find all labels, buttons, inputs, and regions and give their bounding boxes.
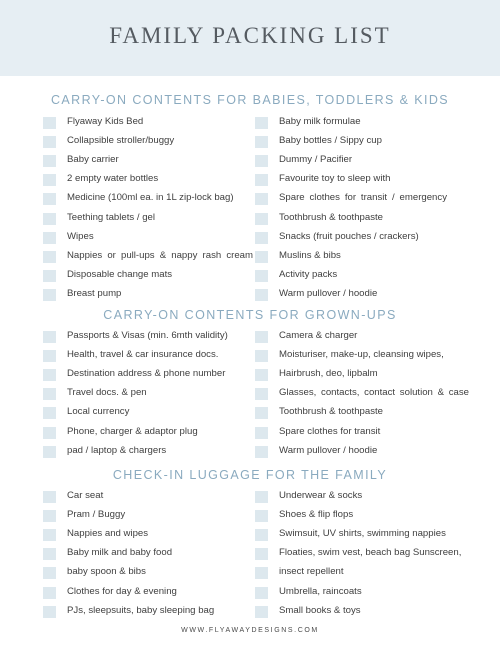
- item-label: Hairbrush, deo, lipbalm: [279, 368, 378, 380]
- checkbox[interactable]: [43, 491, 56, 503]
- item-label: Baby bottles / Sippy cup: [279, 135, 382, 147]
- checkbox[interactable]: [255, 270, 268, 282]
- item-label: Local currency: [67, 406, 130, 418]
- checkbox[interactable]: [43, 388, 56, 400]
- item-label: Warm pullover / hoodie: [279, 444, 378, 456]
- item-label: Breast pump: [67, 287, 122, 299]
- item-label: Glasses, contacts, contact solution & case: [279, 387, 469, 399]
- checkbox[interactable]: [43, 193, 56, 205]
- checkbox[interactable]: [43, 213, 56, 225]
- item-label: Shoes & flip flops: [279, 509, 354, 521]
- checkbox[interactable]: [255, 606, 268, 618]
- item-label: Swimsuit, UV shirts, swimming nappies: [279, 528, 446, 540]
- page-title: FAMILY PACKING LIST: [109, 23, 391, 48]
- checkbox[interactable]: [43, 136, 56, 148]
- section-heading: CHECK-IN LUGGAGE FOR THE FAMILY: [112, 468, 388, 482]
- checkbox[interactable]: [255, 567, 268, 579]
- checkbox[interactable]: [255, 117, 268, 129]
- footer-website: WWW.FLYAWAYDESIGNS.COM: [181, 627, 319, 634]
- checkbox[interactable]: [43, 174, 56, 186]
- checkbox[interactable]: [255, 136, 268, 148]
- checkbox[interactable]: [43, 446, 56, 458]
- item-label: Destination address & phone number: [67, 368, 226, 380]
- checkbox[interactable]: [255, 350, 268, 362]
- checkbox[interactable]: [43, 232, 56, 244]
- checkbox[interactable]: [43, 606, 56, 618]
- item-label: Wipes: [67, 230, 94, 242]
- item-label: Activity packs: [279, 268, 338, 280]
- item-label: Muslins & bibs: [279, 249, 341, 261]
- item-label: Travel docs. & pen: [67, 387, 147, 399]
- item-label: Passports & Visas (min. 6mth validity): [67, 330, 228, 341]
- checkbox[interactable]: [255, 193, 268, 205]
- item-label: Moisturiser, make-up, cleansing wipes,: [279, 349, 444, 361]
- checkbox[interactable]: [43, 331, 56, 343]
- checkbox[interactable]: [43, 350, 56, 362]
- item-label: Spare clothes for transit / emergency: [279, 192, 447, 204]
- checkbox[interactable]: [43, 289, 56, 301]
- item-label: Snacks (fruit pouches / crackers): [279, 230, 419, 242]
- item-label: Small books & toys: [279, 604, 361, 616]
- item-label: Toothbrush & toothpaste: [279, 211, 384, 223]
- header-band: [0, 0, 500, 76]
- item-label: Disposable change mats: [67, 268, 173, 280]
- item-label: Car seat: [67, 490, 104, 501]
- checkbox[interactable]: [255, 446, 268, 458]
- checkbox[interactable]: [43, 407, 56, 419]
- item-label: insect repellent: [279, 566, 344, 578]
- checkbox[interactable]: [43, 369, 56, 381]
- item-label: Baby milk formulae: [279, 116, 361, 127]
- item-label: Spare clothes for transit: [279, 425, 381, 437]
- item-label: pad / laptop & chargers: [67, 444, 167, 456]
- item-label: Dummy / Pacifier: [279, 154, 353, 166]
- checkbox[interactable]: [255, 548, 268, 560]
- item-label: Toothbrush & toothpaste: [279, 406, 384, 418]
- item-label: Teething tablets / gel: [67, 211, 156, 223]
- checkbox[interactable]: [43, 587, 56, 599]
- item-label: Nappies and wipes: [67, 528, 149, 540]
- item-label: Favourite toy to sleep with: [279, 173, 391, 185]
- checkbox[interactable]: [255, 289, 268, 301]
- checkbox[interactable]: [43, 529, 56, 541]
- item-label: Baby carrier: [67, 154, 119, 166]
- item-label: Underwear & socks: [279, 490, 363, 501]
- checkbox[interactable]: [255, 388, 268, 400]
- checkbox[interactable]: [255, 587, 268, 599]
- checkbox[interactable]: [43, 155, 56, 167]
- section-heading: CARRY-ON CONTENTS FOR BABIES, TODDLERS & KIDS: [50, 93, 450, 107]
- checkbox[interactable]: [255, 510, 268, 522]
- item-label: 2 empty water bottles: [67, 173, 159, 185]
- item-label: Flyaway Kids Bed: [67, 116, 144, 127]
- checkbox[interactable]: [43, 427, 56, 439]
- checkbox[interactable]: [255, 331, 268, 343]
- checkbox[interactable]: [255, 427, 268, 439]
- checkbox[interactable]: [255, 407, 268, 419]
- checkbox[interactable]: [255, 369, 268, 381]
- item-label: Umbrella, raincoats: [279, 585, 362, 597]
- checkbox[interactable]: [43, 548, 56, 560]
- item-label: Warm pullover / hoodie: [279, 287, 378, 299]
- checkbox[interactable]: [255, 174, 268, 186]
- item-label: Baby milk and baby food: [67, 547, 173, 559]
- checkbox[interactable]: [43, 567, 56, 579]
- item-label: Health, travel & car insurance docs.: [67, 349, 219, 361]
- checkbox[interactable]: [255, 232, 268, 244]
- item-label: Floaties, swim vest, beach bag Sunscreen,: [279, 547, 462, 559]
- checkbox[interactable]: [255, 251, 268, 263]
- checkbox[interactable]: [255, 529, 268, 541]
- item-label: Medicine (100ml ea. in 1L zip-lock bag): [67, 192, 234, 204]
- checkbox[interactable]: [255, 155, 268, 167]
- item-label: Clothes for day & evening: [67, 585, 177, 597]
- item-label: Phone, charger & adaptor plug: [67, 425, 198, 437]
- item-label: PJs, sleepsuits, baby sleeping bag: [67, 604, 215, 616]
- checkbox[interactable]: [255, 491, 268, 503]
- item-label: Camera & charger: [279, 330, 358, 341]
- checkbox[interactable]: [43, 510, 56, 522]
- checkbox[interactable]: [43, 251, 56, 263]
- checkbox[interactable]: [255, 213, 268, 225]
- item-label: Nappies or pull-ups & nappy rash cream: [67, 249, 253, 261]
- item-label: Pram / Buggy: [67, 509, 126, 521]
- checkbox[interactable]: [43, 270, 56, 282]
- checkbox[interactable]: [43, 117, 56, 129]
- section-heading: CARRY-ON CONTENTS FOR GROWN-UPS: [103, 308, 397, 322]
- item-label: baby spoon & bibs: [67, 566, 146, 578]
- item-label: Collapsible stroller/buggy: [67, 135, 175, 147]
